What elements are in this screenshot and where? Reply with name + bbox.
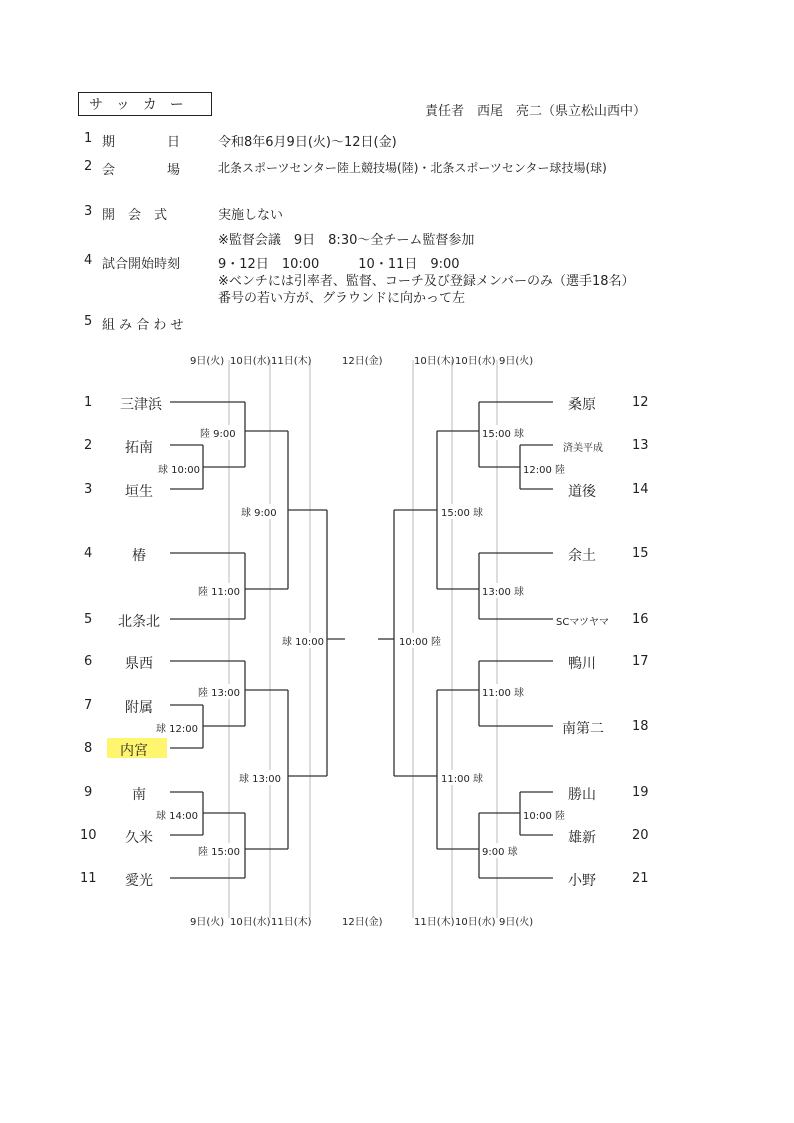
item-number: 2 (84, 159, 93, 174)
team-name: 北条北 (118, 614, 160, 630)
match-label: 10:00 陸 (522, 807, 566, 822)
team-name: 余土 (568, 548, 596, 564)
team-name: 県西 (125, 656, 153, 672)
item-number: 3 (84, 204, 93, 219)
match-label: 球 12:00 (155, 720, 199, 735)
item-note-bench: ※ベンチには引率者、監督、コーチ及び登録メンバーのみ（選手18名） (218, 274, 635, 289)
date-footer: 12日(金) (342, 917, 383, 928)
team-name: 愛光 (125, 873, 153, 889)
match-label: 11:00 球 (481, 684, 525, 699)
match-label: 11:00 球 (440, 770, 484, 785)
date-footer: 11日(木) (271, 917, 312, 928)
item-number: 5 (84, 314, 93, 329)
team-name: 椿 (132, 548, 146, 564)
item-note-side: 番号の若い方が、グラウンドに向かって左 (218, 291, 466, 306)
match-label: 陸 11:00 (197, 583, 241, 598)
team-seed: 17 (632, 654, 649, 669)
match-label: 球 9:00 (240, 504, 278, 519)
team-name: 三津浜 (120, 397, 162, 413)
date-header: 10日(木) (414, 356, 455, 367)
team-seed: 5 (84, 612, 93, 627)
team-name: 済美平成 (563, 443, 603, 454)
team-seed: 16 (632, 612, 649, 627)
date-header: 11日(木) (271, 356, 312, 367)
date-footer: 11日(木) (414, 917, 455, 928)
team-name: 雄新 (568, 830, 596, 846)
team-seed: 19 (632, 785, 649, 800)
team-name: 拓南 (125, 440, 153, 456)
team-name: 久米 (125, 830, 153, 846)
team-seed: 12 (632, 395, 649, 410)
team-name: 南第二 (562, 721, 604, 737)
item-value-date: 令和8年6月9日(火)～12日(金) (218, 135, 397, 150)
team-seed: 18 (632, 719, 649, 734)
date-footer: 9日(火) (499, 917, 534, 928)
match-label: 球 14:00 (155, 807, 199, 822)
team-name: 勝山 (568, 787, 596, 803)
team-seed: 7 (84, 698, 93, 713)
team-seed: 13 (632, 438, 649, 453)
match-label: 12:00 陸 (522, 461, 566, 476)
team-name: 道後 (568, 484, 596, 500)
item-label-venue: 会 場 (102, 163, 181, 178)
team-seed: 11 (80, 871, 97, 886)
item-label-bracket: 組 み 合 わ せ (102, 318, 184, 333)
match-label: 球 13:00 (238, 770, 282, 785)
section-title: サッカー (78, 92, 212, 116)
match-label: 陸 13:00 (197, 684, 241, 699)
team-seed: 10 (80, 828, 97, 843)
team-name: SCマツヤマ (556, 617, 610, 628)
date-header: 9日(火) (499, 356, 534, 367)
date-header: 10日(水) (230, 356, 271, 367)
team-seed: 4 (84, 546, 93, 561)
team-name: 桑原 (568, 397, 596, 413)
team-seed: 21 (632, 871, 649, 886)
match-label: 15:00 球 (481, 425, 525, 440)
item-value-ceremony: 実施しない (218, 208, 284, 223)
item-note-meeting: ※監督会議 9日 8:30～全チーム監督参加 (218, 233, 475, 248)
date-footer: 9日(火) (190, 917, 225, 928)
team-seed: 9 (84, 785, 93, 800)
team-name: 鴨川 (568, 656, 596, 672)
item-value-kickoff: 9・12日 10:00 10・11日 9:00 (218, 257, 460, 272)
responsible-person: 責任者 西尾 亮二（県立松山西中） (425, 104, 647, 119)
date-header: 12日(金) (342, 356, 383, 367)
match-label: 15:00 球 (440, 504, 484, 519)
item-label-date: 期 日 (102, 135, 181, 150)
team-seed: 20 (632, 828, 649, 843)
match-label: 9:00 球 (481, 843, 519, 858)
team-seed: 3 (84, 482, 93, 497)
team-name: 南 (132, 787, 146, 803)
match-label: 13:00 球 (481, 583, 525, 598)
team-seed: 6 (84, 654, 93, 669)
match-label: 陸 15:00 (197, 843, 241, 858)
team-seed: 15 (632, 546, 649, 561)
team-seed: 14 (632, 482, 649, 497)
date-header: 9日(火) (190, 356, 225, 367)
item-label-kickoff: 試合開始時刻 (102, 257, 181, 272)
item-label-ceremony: 開 会 式 (102, 208, 168, 223)
team-name: 附属 (125, 700, 153, 716)
team-seed: 1 (84, 395, 93, 410)
item-number: 1 (84, 131, 93, 146)
item-number: 4 (84, 253, 93, 268)
team-name: 垣生 (125, 484, 153, 500)
match-label: 球 10:00 (281, 633, 325, 648)
team-name: 小野 (568, 873, 596, 889)
date-footer: 10日(水) (455, 917, 496, 928)
match-label: 球 10:00 (157, 461, 201, 476)
item-value-venue: 北条スポーツセンター陸上競技場(陸)・北条スポーツセンター球技場(球) (218, 161, 607, 175)
match-label: 陸 9:00 (199, 425, 237, 440)
team-seed: 8 (84, 741, 93, 756)
match-label: 10:00 陸 (398, 633, 442, 648)
team-seed: 2 (84, 438, 93, 453)
team-name: 内宮 (120, 743, 148, 759)
date-header: 10日(水) (455, 356, 496, 367)
date-footer: 10日(水) (230, 917, 271, 928)
